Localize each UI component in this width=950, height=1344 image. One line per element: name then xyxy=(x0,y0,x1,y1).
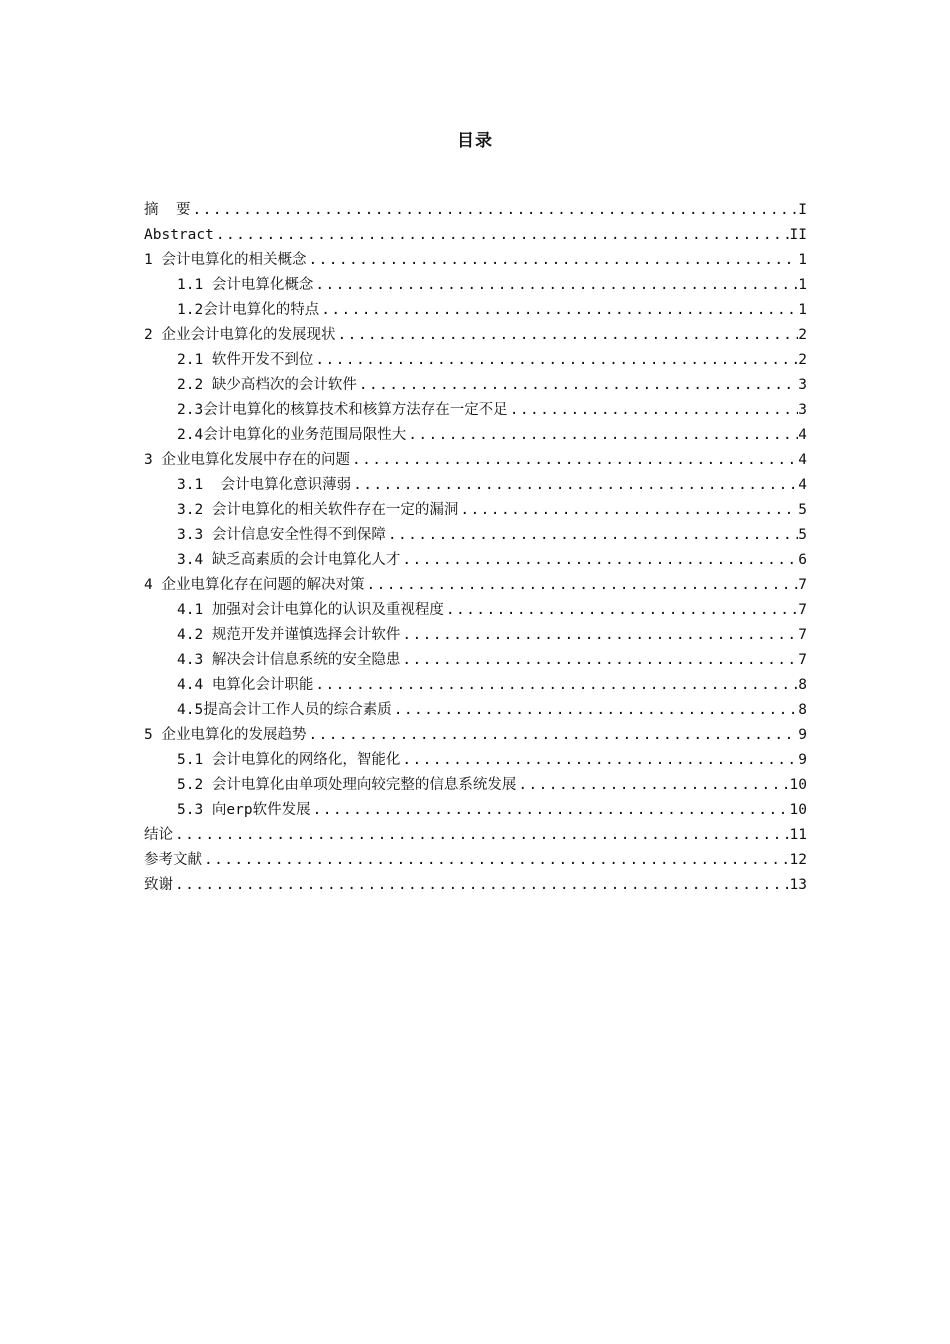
toc-entry-page-number: 13 xyxy=(789,877,807,893)
toc-entry-text: 5 企业电算化的发展趋势 xyxy=(144,727,307,743)
toc-entry-text: 4 企业电算化存在问题的解决对策 xyxy=(144,577,365,593)
toc-entry-page-number: 8 xyxy=(798,677,807,693)
toc-entry[interactable] xyxy=(144,398,807,423)
toc-entry-page-number: 1 xyxy=(798,277,807,293)
toc-entry-page-number: 8 xyxy=(798,702,807,718)
toc-entry[interactable] xyxy=(144,823,807,848)
toc-entry[interactable] xyxy=(144,648,807,673)
toc-entry[interactable] xyxy=(144,273,807,298)
toc-entry-text: 2.2 缺少高档次的会计软件 xyxy=(177,377,357,393)
toc-entry-page-number: 7 xyxy=(798,602,807,618)
toc-entry-page-number: 10 xyxy=(789,777,807,793)
toc-dot-leader xyxy=(173,873,790,898)
toc-entry[interactable] xyxy=(144,223,807,248)
toc-entry-text: 4.3 解决会计信息系统的安全隐患 xyxy=(177,652,401,668)
toc-dot-leader xyxy=(335,323,798,348)
toc-entry-page-number: 9 xyxy=(798,752,807,768)
toc-dot-leader xyxy=(311,798,790,823)
toc-entry[interactable] xyxy=(144,723,807,748)
toc-entry-text: 2.3会计电算化的核算技术和核算方法存在一定不足 xyxy=(177,402,508,418)
toc-dot-leader xyxy=(444,598,798,623)
toc-entry-page-number: 5 xyxy=(798,502,807,518)
toc-entry-page-number: 11 xyxy=(789,827,807,843)
toc-entry[interactable] xyxy=(144,548,807,573)
toc-entry[interactable] xyxy=(144,498,807,523)
toc-entry-text: 4.4 电算化会计职能 xyxy=(177,677,314,693)
toc-entry-text: 2.4会计电算化的业务范围局限性大 xyxy=(177,427,407,443)
toc-entry-page-number: 9 xyxy=(798,727,807,743)
toc-entry-page-number: 4 xyxy=(798,452,807,468)
toc-entry-text: 4.2 规范开发并谨慎选择会计软件 xyxy=(177,627,401,643)
toc-entry-text: 1.1 会计电算化概念 xyxy=(177,277,314,293)
toc-entry-text: Abstract xyxy=(144,227,214,243)
toc-dot-leader xyxy=(516,773,789,798)
toc-dot-leader xyxy=(386,523,798,548)
toc-entry-text: 2.1 软件开发不到位 xyxy=(177,352,314,368)
toc-entry[interactable] xyxy=(144,573,807,598)
toc-entry-page-number: 4 xyxy=(798,427,807,443)
toc-entry-text: 4.1 加强对会计电算化的认识及重视程度 xyxy=(177,602,444,618)
toc-entry-text: 致谢 xyxy=(144,877,173,893)
toc-entry[interactable] xyxy=(144,748,807,773)
toc-entry[interactable] xyxy=(144,348,807,373)
toc-entry-text: 5.1 会计电算化的网络化，智能化 xyxy=(177,752,401,768)
toc-dot-leader xyxy=(306,248,798,273)
toc-dot-leader xyxy=(313,273,798,298)
toc-entry-page-number: II xyxy=(789,227,807,243)
toc-dot-leader xyxy=(406,423,798,448)
toc-dot-leader xyxy=(458,498,798,523)
toc-entry[interactable] xyxy=(144,473,807,498)
toc-entry-text: 5.2 会计电算化由单项处理向较完整的信息系统发展 xyxy=(177,777,517,793)
toc-entry-text: 1 会计电算化的相关概念 xyxy=(144,252,307,268)
toc-dot-leader xyxy=(400,548,798,573)
toc-dot-leader xyxy=(350,448,798,473)
toc-dot-leader xyxy=(313,348,798,373)
toc-entry[interactable] xyxy=(144,673,807,698)
toc-entry-text: 参考文献 xyxy=(144,852,202,868)
toc-dot-leader xyxy=(351,473,798,498)
table-of-contents xyxy=(144,198,807,898)
toc-dot-leader xyxy=(400,748,798,773)
toc-dot-leader xyxy=(357,373,798,398)
toc-entry-page-number: 4 xyxy=(798,477,807,493)
toc-entry-page-number: 6 xyxy=(798,552,807,568)
toc-entry-text: 5.3 向erp软件发展 xyxy=(177,802,311,818)
toc-dot-leader xyxy=(173,823,790,848)
toc-entry-page-number: 5 xyxy=(798,527,807,543)
toc-dot-leader xyxy=(400,623,798,648)
toc-entry[interactable] xyxy=(144,848,807,873)
toc-entry-page-number: 2 xyxy=(798,352,807,368)
toc-entry-page-number: 7 xyxy=(798,627,807,643)
toc-entry-page-number: 2 xyxy=(798,327,807,343)
toc-entry-page-number: 1 xyxy=(798,252,807,268)
toc-dot-leader xyxy=(392,698,799,723)
toc-dot-leader xyxy=(508,398,799,423)
toc-entry-text: 3.3 会计信息安全性得不到保障 xyxy=(177,527,386,543)
toc-entry-page-number: 3 xyxy=(798,402,807,418)
toc-dot-leader xyxy=(306,723,798,748)
toc-entry-page-number: 1 xyxy=(798,302,807,318)
toc-entry-page-number: 7 xyxy=(798,577,807,593)
toc-entry-text: 3.2 会计电算化的相关软件存在一定的漏洞 xyxy=(177,502,459,518)
toc-entry-text: 2 企业会计电算化的发展现状 xyxy=(144,327,336,343)
toc-entry[interactable] xyxy=(144,523,807,548)
toc-entry[interactable] xyxy=(144,373,807,398)
toc-dot-leader xyxy=(190,198,798,223)
toc-entry-text: 4.5提高会计工作人员的综合素质 xyxy=(177,702,392,718)
toc-entry[interactable] xyxy=(144,298,807,323)
toc-entry-page-number: 7 xyxy=(798,652,807,668)
toc-dot-leader xyxy=(202,848,790,873)
toc-entry-page-number: 12 xyxy=(789,852,807,868)
toc-entry[interactable] xyxy=(144,198,807,223)
toc-entry[interactable] xyxy=(144,323,807,348)
toc-entry-text: 3.1 会计电算化意识薄弱 xyxy=(177,477,352,493)
toc-entry-text: 结论 xyxy=(144,827,173,843)
toc-entry[interactable] xyxy=(144,423,807,448)
toc-entry[interactable] xyxy=(144,623,807,648)
toc-entry[interactable] xyxy=(144,598,807,623)
toc-entry-page-number: 10 xyxy=(789,802,807,818)
toc-entry[interactable] xyxy=(144,773,807,798)
toc-entry-text: 3 企业电算化发展中存在的问题 xyxy=(144,452,350,468)
toc-dot-leader xyxy=(364,573,798,598)
toc-entry-text: 摘 要 xyxy=(144,202,191,218)
toc-dot-leader xyxy=(319,298,798,323)
toc-entry-text: 3.4 缺乏高素质的会计电算化人才 xyxy=(177,552,401,568)
toc-entry[interactable] xyxy=(144,448,807,473)
toc-dot-leader xyxy=(214,223,790,248)
toc-entry[interactable] xyxy=(144,798,807,823)
toc-entry-text: 1.2会计电算化的特点 xyxy=(177,302,320,318)
toc-dot-leader xyxy=(400,648,798,673)
toc-entry-page-number: I xyxy=(798,202,807,218)
toc-entry[interactable] xyxy=(144,873,807,898)
toc-title: 目录 xyxy=(457,131,493,151)
toc-entry-page-number: 3 xyxy=(798,377,807,393)
toc-dot-leader xyxy=(313,673,798,698)
toc-entry[interactable] xyxy=(144,698,807,723)
toc-entry[interactable] xyxy=(144,248,807,273)
